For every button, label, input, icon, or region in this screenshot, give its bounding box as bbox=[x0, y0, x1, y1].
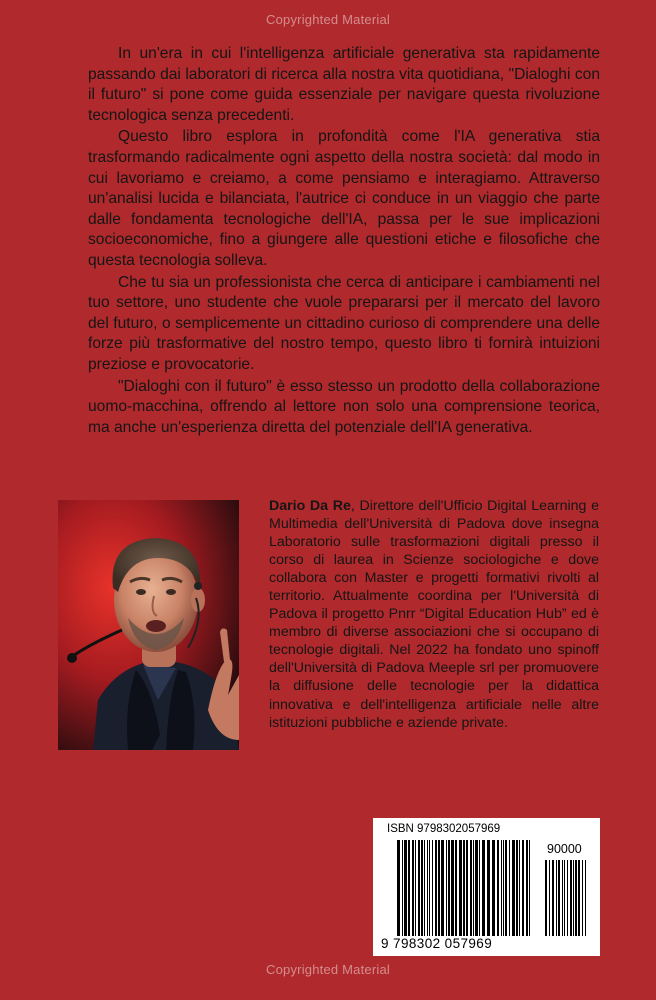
barcode-bar bbox=[466, 840, 468, 936]
back-cover-blurb bbox=[88, 44, 600, 439]
blurb-paragraph: Che tu sia un professionista che cerca di anticipare i cambiamenti nel tuo settore, uno studente che vuole prepararsi per il mercato del lavoro del futuro, o semplicemente un cittadino curioso di comprendere una delle forze più trasformative del nostro tempo, questo libro ti fornirà intuizioni preziose e provocatorie. bbox=[88, 273, 600, 373]
barcode-bar bbox=[505, 840, 507, 936]
barcode-bar bbox=[463, 840, 465, 936]
isbn-digits: 9 798302 057969 bbox=[381, 936, 493, 951]
author-bio-text: , Direttore dell'Ufficio Digital Learning e Multimedia dell'Università di Padova dove insegna Laboratorio sulle trasformazioni digitali presso il corso di laurea in Scienze sociologiche e dove collabora con Master e progetti formativi rivolti al territorio. Attualmente coordina per l'Università di Padova il progetto Pnrr “Digital Education Hub” ed è membro di diverse associazioni che si occupano di tecnologie digitali. Nel 2022 ha fondato uno spinoff dell'Università di Padova Meeple srl per promuovere la diffusione delle tecnologie per la didattica innovativa e dell'intelligenza artificiale nelle altre istituzioni pubbliche e aziende private. bbox=[269, 498, 599, 731]
barcode-bar bbox=[412, 840, 414, 936]
barcode-bar bbox=[526, 840, 528, 936]
barcode-bar bbox=[438, 840, 440, 936]
watermark-top: Copyrighted Material bbox=[266, 12, 390, 27]
isbn-label: ISBN 9798302057969 bbox=[387, 823, 501, 835]
barcode-bar bbox=[522, 840, 524, 936]
barcode-bar bbox=[418, 840, 420, 936]
barcode-bar bbox=[455, 840, 457, 936]
barcode-bar bbox=[421, 840, 423, 936]
barcode-bar bbox=[492, 840, 495, 936]
barcode-bar bbox=[582, 860, 583, 936]
barcode-bar bbox=[564, 860, 565, 936]
barcode-bar bbox=[446, 840, 447, 936]
barcode-bar bbox=[402, 840, 403, 936]
barcode-bar bbox=[562, 860, 563, 936]
barcode-bar bbox=[435, 840, 437, 936]
barcode-bar bbox=[516, 840, 518, 936]
barcode-bar bbox=[441, 840, 444, 936]
barcode-bar bbox=[545, 860, 547, 936]
isbn-barcode bbox=[373, 818, 600, 956]
author-name: Dario Da Re bbox=[269, 498, 351, 514]
barcode-bar bbox=[427, 840, 428, 936]
barcode-bar bbox=[575, 860, 577, 936]
barcode-bar bbox=[519, 840, 520, 936]
barcode-bar bbox=[552, 860, 554, 936]
barcode-bar bbox=[573, 860, 574, 936]
barcode-bar bbox=[549, 860, 550, 936]
barcode-bar bbox=[578, 860, 580, 936]
barcode-bar bbox=[479, 840, 480, 936]
barcode-bar bbox=[558, 860, 560, 936]
barcode-bar bbox=[475, 840, 478, 936]
blurb-paragraph: Questo libro esplora in profondità come l'IA generativa stia trasformando radicalmente ogni aspetto della nostra società: dal modo in cui lavoriamo e creiamo, a come pensiamo e interagiamo. Attraverso un'analisi lucida e bilanciata, l'autrice ci conduce in un viaggio che parte dalle fondamenta tecnologiche dell'IA, passa per le sue implicazioni socioeconomiche, fino a giungere alle questioni etiche e filosofiche che questa tecnologia solleva. bbox=[88, 128, 600, 269]
barcode-bar bbox=[397, 840, 400, 936]
barcode-bar bbox=[448, 840, 450, 936]
barcode-bar bbox=[487, 840, 490, 936]
author-portrait-illustration bbox=[58, 500, 239, 750]
barcode-bar bbox=[482, 840, 485, 936]
barcode-bar bbox=[501, 840, 502, 936]
barcode-bar bbox=[585, 860, 586, 936]
author-photo bbox=[58, 500, 239, 750]
barcode-bar bbox=[503, 840, 504, 936]
barcode-bar bbox=[556, 860, 557, 936]
barcode-bar bbox=[497, 840, 499, 936]
barcode-bar bbox=[408, 840, 410, 936]
barcode-bar bbox=[512, 840, 515, 936]
barcode-bar bbox=[424, 840, 425, 936]
barcode-bar bbox=[429, 840, 430, 936]
barcode-bar bbox=[509, 840, 510, 936]
barcode-bar bbox=[470, 840, 472, 936]
blurb-paragraph: "Dialoghi con il futuro" è esso stesso un prodotto della collaborazione uomo-macchina, offrendo al lettore non solo una comprensione teorica, ma anche un'esperienza diretta del potenziale dell'IA generativa. bbox=[88, 377, 600, 436]
barcode-bar bbox=[432, 840, 433, 936]
barcode-bar bbox=[459, 840, 462, 936]
barcode-bar bbox=[451, 840, 454, 936]
barcode-bar bbox=[567, 860, 568, 936]
barcode-bar bbox=[473, 840, 474, 936]
watermark-bottom: Copyrighted Material bbox=[266, 962, 390, 977]
blurb-paragraph: In un'era in cui l'intelligenza artificiale generativa sta rapidamente passando dai laboratori di ricerca alla nostra vita quotidiana, "Dialoghi con il futuro" si pone come guida essenziale per navigare questa rivoluzione tecnologica senza precedenti. bbox=[88, 45, 600, 124]
barcode-bar bbox=[529, 840, 530, 936]
price-code: 90000 bbox=[547, 842, 582, 856]
author-bio bbox=[269, 497, 599, 732]
barcode-bar bbox=[404, 840, 407, 936]
barcode-bar bbox=[570, 860, 572, 936]
barcode-bar bbox=[415, 840, 416, 936]
